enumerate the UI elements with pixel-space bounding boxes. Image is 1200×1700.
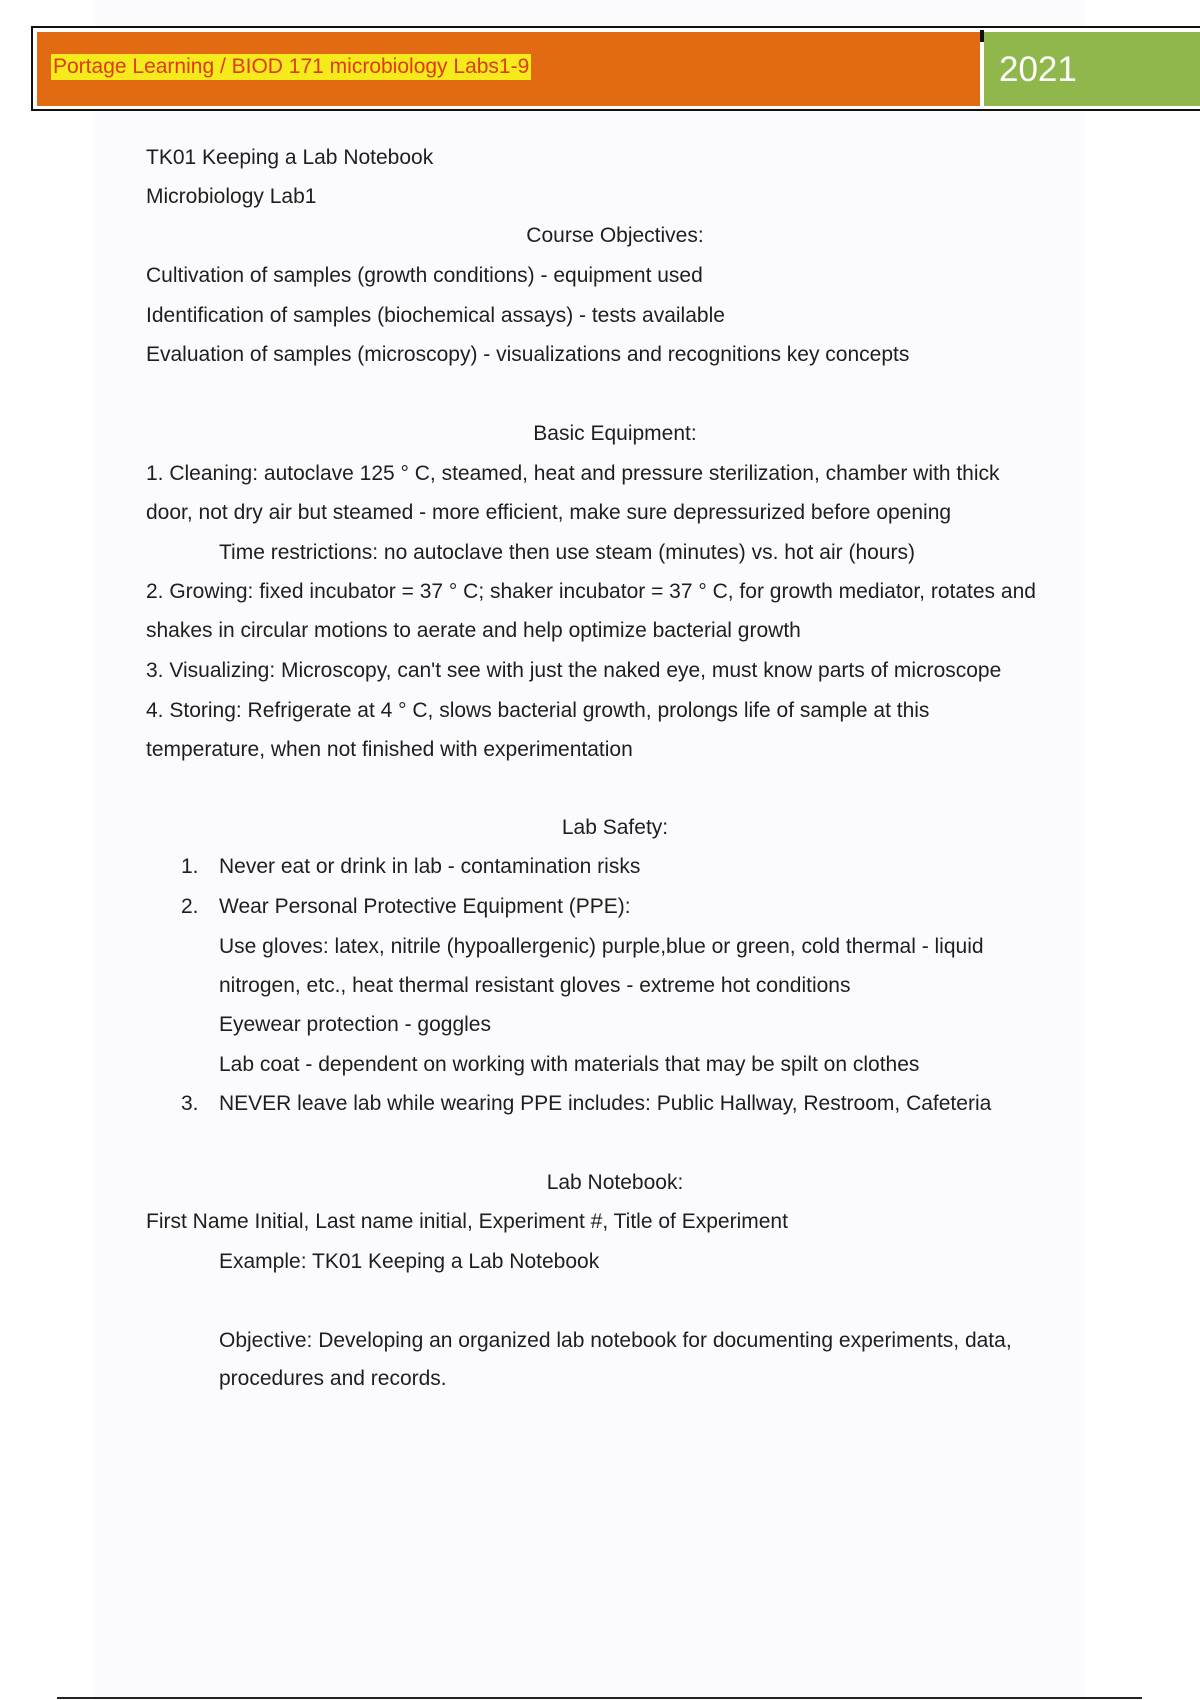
header-year: 2021 — [999, 50, 1077, 89]
doc-title: TK01 Keeping a Lab Notebook — [146, 146, 434, 169]
objectives-heading: Course Objectives: — [526, 224, 704, 247]
equipment-line: temperature, when not finished with experimentation — [146, 738, 633, 761]
equipment-line: 1. Cleaning: autoclave 125 ° C, steamed, heat and pressure sterilization, chamber with thick — [146, 462, 1000, 485]
equipment-heading: Basic Equipment: — [533, 422, 697, 445]
safety-subline: Use gloves: latex, nitrile (hypoallergenic) purple,blue or green, cold thermal - liquid — [219, 935, 984, 958]
equipment-line: 3. Visualizing: Microscopy, can't see with just the naked eye, must know parts of microscope — [146, 659, 1002, 682]
notebook-format: First Name Initial, Last name initial, Experiment #, Title of Experiment — [146, 1210, 788, 1233]
safety-item: NEVER leave lab while wearing PPE includes: Public Hallway, Restroom, Cafeteria — [219, 1092, 992, 1115]
doc-subtitle: Microbiology Lab1 — [146, 185, 317, 208]
objective-item: Identification of samples (biochemical assays) - tests available — [146, 304, 725, 327]
page-margin-left — [0, 0, 95, 1700]
equipment-line: shakes in circular motions to aerate and help optimize bacterial growth — [146, 619, 801, 642]
safety-item: Never eat or drink in lab - contamination risks — [219, 855, 641, 878]
safety-heading: Lab Safety: — [561, 816, 669, 839]
notebook-heading: Lab Notebook: — [546, 1171, 684, 1194]
list-number: 2. — [181, 895, 199, 918]
safety-subline: nitrogen, etc., heat thermal resistant gloves - extreme hot conditions — [219, 974, 851, 997]
notebook-objective: Objective: Developing an organized lab notebook for documenting experiments, data, — [219, 1329, 1012, 1352]
list-number: 1. — [181, 855, 199, 878]
page-margin-right — [1085, 0, 1200, 1700]
safety-subline: Lab coat - dependent on working with materials that may be spilt on clothes — [219, 1053, 920, 1076]
equipment-line: 4. Storing: Refrigerate at 4 ° C, slows bacterial growth, prolongs life of sample at this — [146, 699, 930, 722]
objective-item: Cultivation of samples (growth conditions) - equipment used — [146, 264, 703, 287]
footer-rule — [57, 1697, 1142, 1699]
equipment-line: door, not dry air but steamed - more efficient, make sure depressurized before opening — [146, 501, 952, 524]
safety-subline: Eyewear protection - goggles — [219, 1013, 491, 1036]
equipment-line: Time restrictions: no autoclave then use steam (minutes) vs. hot air (hours) — [219, 541, 915, 564]
list-number: 3. — [181, 1092, 199, 1115]
notebook-example: Example: TK01 Keeping a Lab Notebook — [219, 1250, 600, 1273]
equipment-line: 2. Growing: fixed incubator = 37 ° C; shaker incubator = 37 ° C, for growth mediator, rotates and — [146, 580, 1036, 603]
notebook-objective: procedures and records. — [219, 1367, 447, 1390]
safety-item: Wear Personal Protective Equipment (PPE): — [219, 895, 631, 918]
objective-item: Evaluation of samples (microscopy) - visualizations and recognitions key concepts — [146, 343, 910, 366]
header-title: Portage Learning / BIOD 171 microbiology Labs1-9 — [53, 55, 530, 78]
